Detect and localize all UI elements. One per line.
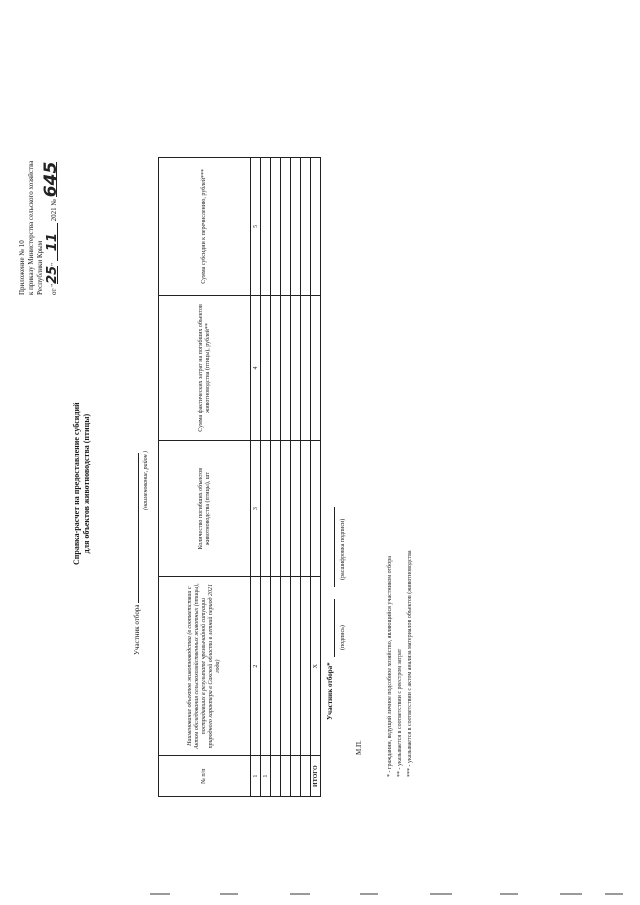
decode-line [334,507,335,587]
participant-line [133,453,141,655]
header-count: Количество погибших объектов животноводства (птицы), шт [159,441,251,577]
table-row [271,158,281,797]
col-number-3: 3 [251,441,261,577]
header-costs: Сумма фактических затрат на погибших объектов животноводства (птицы), рублей** [159,295,251,441]
appendix-line2: к приказу Министерства сельского хозяйства [27,160,35,295]
document-title [72,402,92,565]
decode-hint: (расшифровка подписи) [340,518,346,580]
participant-blank [138,453,139,603]
header-name: Наименование объектов животноводства (в соответствии с Актом обследования сельскохозяйственных животных (птицы), пострадавших в результате чрезвычайной ситуации природного характера в Сакской области в летний период 2021 года) [159,577,251,756]
sign-hint: (подпись) [340,625,346,650]
table-row [301,158,311,797]
table-total-row [311,158,321,797]
signature-line [334,599,335,657]
col-number-5: 5 [251,158,261,296]
appendix-line1: Приложение № 10 [18,240,26,295]
col-number-4: 4 [251,295,261,441]
footnote-3: *** - указывается в соответствии с актом анализа материалов объектов (животноводства [407,550,413,777]
participant-label: Участник отбора [133,604,141,655]
handwritten-number: 645 [41,161,61,198]
appendix-line3: Республики Крым [36,240,44,295]
col-number-1: 1 [251,756,261,797]
header-no: № п/п [159,756,251,797]
footnotes [385,551,415,778]
table-row: 1 [261,158,271,797]
appendix-block [18,161,59,295]
table-row [281,158,291,797]
handwritten-month: 11 [48,223,58,261]
table-row [291,158,301,797]
footnote-2: ** - указывается в соответствии с реестром затрат [397,648,403,777]
stamp-place: М.П. [355,740,363,755]
table-number-row [251,158,261,797]
total-label: ИТОГО [311,756,321,797]
signature-label: Участник отбора* [326,662,334,720]
handwritten-day: 25 [45,265,60,284]
table-header-row [159,158,251,797]
participant-hint: (наименование, район ) [143,450,149,510]
footnote-1: * - гражданин, ведущий личное подсобное хозяйство, являющийся участником отбора [387,556,393,777]
appendix-date-line: от "25" 11 2021 № 645 [41,161,61,295]
subsidy-table [158,157,321,797]
title-line2: для объектов животноводства (птицы) [82,413,91,554]
header-subsidy: Сумма субсидии к перечислению, рублей*** [159,158,251,296]
col-number-2: 2 [251,577,261,756]
title-line1: Справка-расчет на предоставление субсидий [72,402,81,565]
total-x: Х [311,577,321,756]
